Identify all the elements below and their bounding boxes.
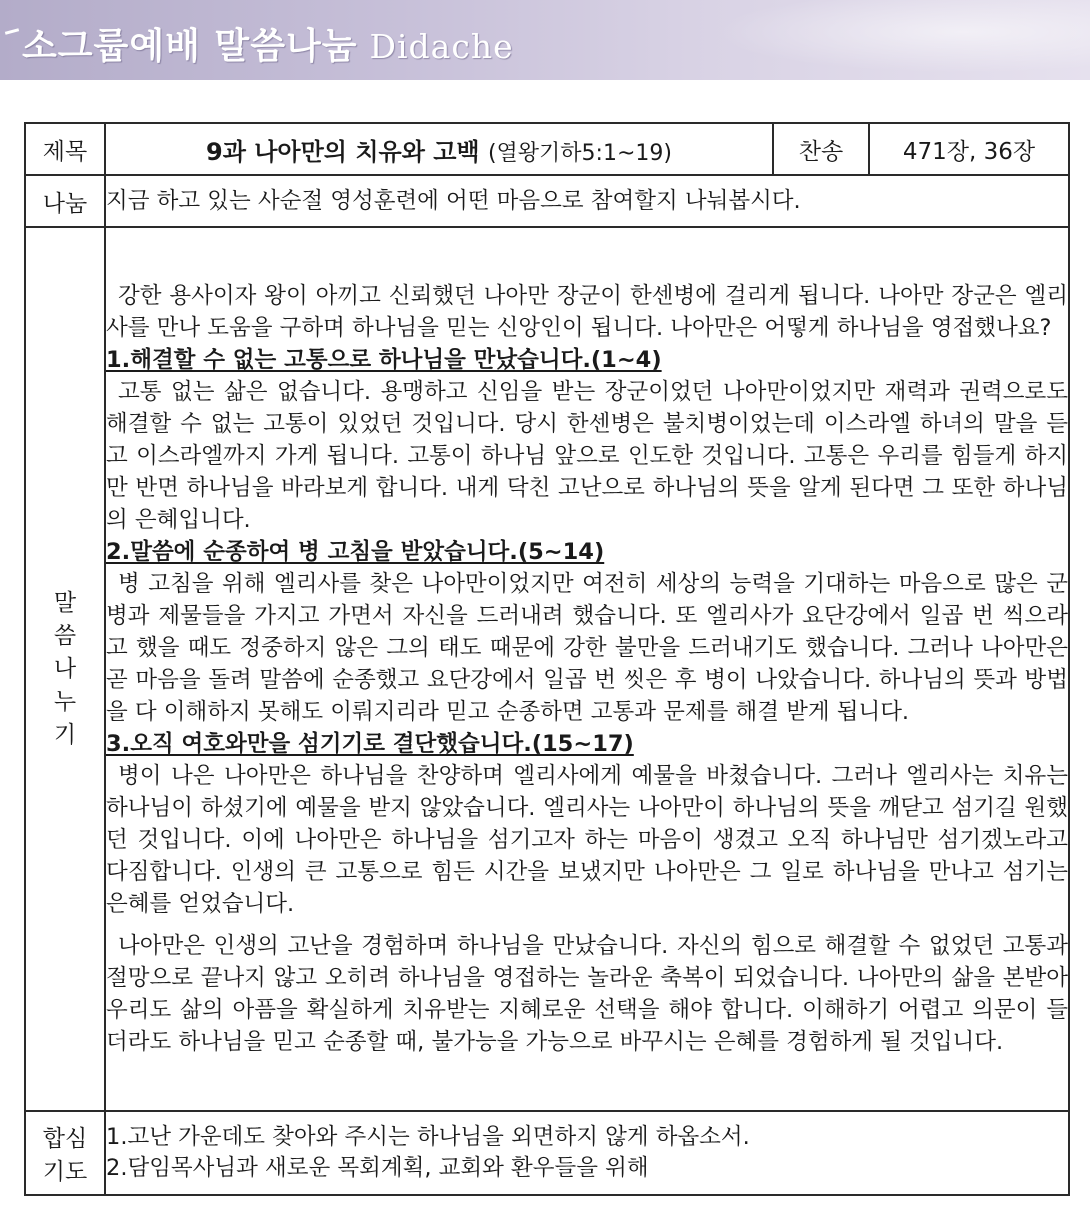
prayer-row <box>25 1111 1069 1195</box>
header-banner <box>0 0 1090 80</box>
label-char: 기 <box>53 721 77 748</box>
label-char: 나 <box>53 655 77 682</box>
sharing-question: 지금 하고 있는 사순절 영성훈련에 어떤 마음으로 참여할지 나눠봅시다. <box>105 175 1069 227</box>
section-paragraph: 병이 나은 나아만은 하나님을 찬양하며 엘리사에게 예물을 바쳤습니다. 그러나 엘리사는 치유는 하나님이 하셨기에 예물을 받지 않았습니다. 엘리사는 나아만이 하나님의 뜻을 깨닫고 섬기길 원했던 것입니다. 이에 나아만은 하나님을 섬기고자 하는 마음이 생겼고 오직 하나님만 섬기겠노라고 다짐합니다. 인생의 큰 고통으로 힘든 시간을 보냈지만 나아만은 그 일로 하나님을 만나고 섬기는 은혜를 얻었습니다. <box>106 763 1068 917</box>
section-heading: 1.해결할 수 없는 고통으로 하나님을 만났습니다.(1~4) <box>106 347 662 373</box>
worksheet-table <box>24 122 1070 1196</box>
label-char: 누 <box>53 688 77 715</box>
lesson-title-cell <box>105 123 773 175</box>
scripture-reference: (열왕기하5:1~19) <box>487 140 672 166</box>
word-sharing-row <box>25 227 1069 1111</box>
label-hymn: 찬송 <box>773 123 869 175</box>
conclusion-paragraph: 나아만은 인생의 고난을 경험하며 하나님을 만났습니다. 자신의 힘으로 해결할 수 없었던 고통과 절망으로 끝나지 않고 오히려 하나님을 영접하는 놀라운 축복이 되었습니다. 나아만의 삶을 본받아 우리도 삶의 아픔을 확실하게 치유받는 지혜로운 선택을 해야 합니다. 이해하기 어렵고 의문이 들더라도 하나님을 믿고 순종할 때, 불가능을 가능으로 바꾸시는 은혜를 경험하게 될 것입니다. <box>106 933 1068 1055</box>
section-paragraph: 고통 없는 삶은 없습니다. 용맹하고 신임을 받는 장군이었던 나아만이었지만 재력과 권력으로도 해결할 수 없는 고통이 있었던 것입니다. 당시 한센병은 불치병이었는데 이스라엘 하녀의 말을 듣고 이스라엘까지 가게 됩니다. 고통이 하나님 앞으로 인도한 것입니다. 고통은 우리를 힘들게 하지만 반면 하나님을 바라보게 합니다. 내게 닥친 고난으로 하나님의 뜻을 알게 된다면 그 또한 하나님의 은혜입니다. <box>106 379 1068 533</box>
sermon-body <box>105 227 1069 1111</box>
label-prayer-line: 기도 <box>42 1159 88 1185</box>
label-char: 말 <box>53 589 77 616</box>
label-prayer <box>25 1111 105 1195</box>
label-title: 제목 <box>25 123 105 175</box>
prayer-list <box>105 1111 1069 1195</box>
section-paragraph: 병 고침을 위해 엘리사를 찾은 나아만이었지만 여전히 세상의 능력을 기대하는 마음으로 많은 군병과 제물들을 가지고 가면서 자신을 드러내려 했습니다. 또 엘리사가 요단강에서 일곱 번 씩으라고 했을 때도 정중하지 않은 그의 태도 때문에 강한 불만을 드러내기도 했습니다. 그러나 나아만은 곧 마음을 돌려 말씀에 순종했고 요단강에서 일곱 번 씻은 후 병이 나았습니다. 하나님의 뜻과 방법을 다 이해하지 못해도 이뤄지리라 믿고 순종하면 고통과 문제를 해결 받게 됩니다. <box>106 571 1068 725</box>
title-korean: 소그룹예배 말씀나눔 <box>22 26 358 67</box>
page-title <box>22 18 514 69</box>
label-word-sharing <box>25 227 105 1111</box>
label-char: 씀 <box>53 622 77 649</box>
sharing-row <box>25 175 1069 227</box>
hymn-numbers: 471장, 36장 <box>869 123 1069 175</box>
label-sharing: 나눔 <box>25 175 105 227</box>
section-heading: 2.말씀에 순종하여 병 고침을 받았습니다.(5~14) <box>106 539 605 565</box>
prayer-item: 1.고난 가운데도 찾아와 주시는 하나님을 외면하지 않게 하옵소서. <box>106 1124 750 1150</box>
section-heading: 3.오직 여호와만을 섬기기로 결단했습니다.(15~17) <box>106 731 634 757</box>
prayer-item: 2.담임목사님과 새로운 목회계획, 교회와 환우들을 위해 <box>106 1155 649 1181</box>
lesson-title: 9과 나아만의 치유와 고백 <box>206 137 480 166</box>
title-english: Didache <box>369 27 514 66</box>
label-prayer-line: 합심 <box>42 1126 88 1152</box>
banner-accent-mark <box>5 28 19 35</box>
intro-paragraph: 강한 용사이자 왕이 아끼고 신뢰했던 나아만 장군이 한센병에 걸리게 됩니다. 나아만 장군은 엘리사를 만나 도움을 구하며 하나님을 믿는 신앙인이 됩니다. 나아만은 어떻게 하나님을 영접했나요? <box>106 283 1068 341</box>
title-row <box>25 123 1069 175</box>
